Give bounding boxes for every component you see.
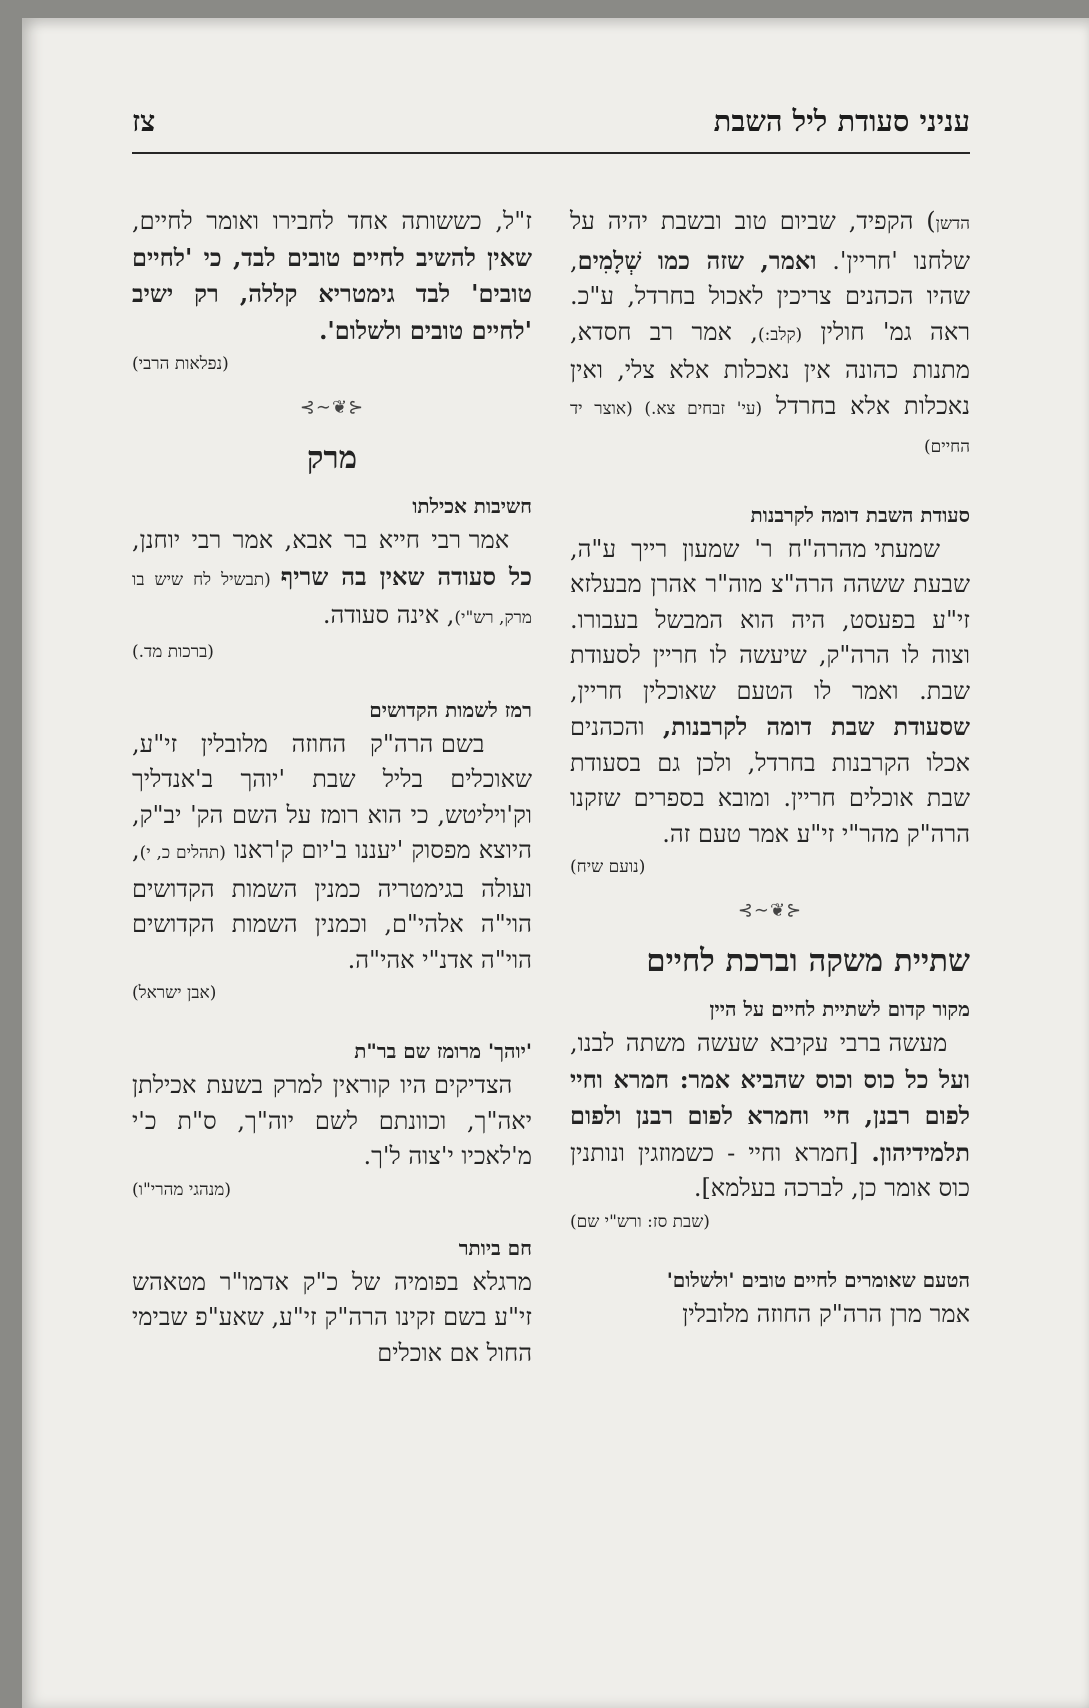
text-fragment: בשם הרה"ק החוזה מלובלין זי"ע, שאוכלים בליל שבת 'יוהך ב'אנדליך וק'ויליטש, כי הוא רומז על השם הק' יב"ק, היוצא מפסוק 'יעננו ב'יום ק'ראנו — [132, 729, 532, 864]
bold-text: ואמר, שזה כמו שְׁלָמִים — [577, 245, 817, 275]
paragraph — [570, 204, 970, 466]
ornament-divider: ⊰❦∽⊱ — [299, 397, 365, 418]
paragraph — [570, 532, 970, 853]
source-citation: (עי' זבחים צא.) (אוצר יד החיים) — [570, 398, 970, 457]
paragraph — [132, 204, 532, 349]
header-rule — [132, 152, 970, 154]
text-fragment: מעשה ברבי עקיבא שעשה משתה לבנו, — [570, 1029, 948, 1057]
citation: (תהלים כ, י) — [139, 843, 226, 863]
section-heading: חשיבות אכילתו — [412, 494, 532, 518]
text-fragment: הצדיקים היו קוראין למרק בשעת אכילתן יאה"ך, וכוונתם לשם יוה"ך, ס"ת כ'י מ'לאכיו י'צוה ל'ך. — [132, 1071, 532, 1170]
text-fragment: [חמרא וחיי - כשמוזגין ונותנין כוס אומר כן, לברכה בעלמא]. — [570, 1138, 970, 1202]
paragraph: אמר מרן הרה"ק החוזה מלובלין — [682, 1299, 970, 1328]
ornament-divider: ⊰❦∽⊱ — [737, 900, 803, 921]
text-fragment: , אמר רב חסדא, מתנות כהונה אין נאכלות אלא צלי, ואין נאכלות אלא בחרדל — [570, 317, 970, 420]
text-fragment: , אינה סעודה. — [322, 601, 455, 629]
bold-text: שסעודת שבת דומה לקרבנות, — [662, 712, 970, 741]
section-heading: 'יוהך' מרומז שם בר"ת — [354, 1039, 532, 1063]
bold-text: כל סעודה שאין בה שריף — [280, 561, 533, 591]
page-number: צז — [132, 104, 156, 138]
left-column — [132, 204, 532, 1694]
chapter-heading: שתיית משקה וברכת לחיים — [646, 943, 970, 979]
source-citation: (נועם שיח) — [570, 857, 646, 877]
paragraph: מרגלא בפומיה של כ"ק אדמו"ר מטאהש זי"ע בשם זקינו הרה"ק זי"ע, שאע"פ שבימי החול אם אוכלים — [132, 1267, 532, 1367]
source-citation: (ברכות מד.) — [132, 641, 214, 662]
text-fragment: , ועולה בגימטריה כמנין השמות הקדושים הוי"ה אלהי"ם, וכמנין השמות הקדושים הוי"ה אדנ"י אהי"ה. — [132, 836, 532, 974]
source-citation: (שבת סז: ורש"י שם) — [570, 1211, 710, 1232]
book-page — [22, 18, 1089, 1708]
text-fragment: ז"ל, כששותה אחד לחבירו ואומר לחיים, — [132, 207, 532, 235]
paragraph — [132, 523, 532, 637]
chapter-heading: מרק — [306, 440, 358, 476]
text-fragment: , שהיו הכהנים צריכין לאכול בחרדל, ע"כ. ראה גמ' חולין — [570, 246, 971, 346]
bold-text: ועל כל כוס וכוס שהביא אמר: חמרא וחיי לפום רבנן, חיי וחמרא לפום רבנן ולפום תלמידיהון. — [570, 1064, 970, 1167]
source-citation: (מנהגי מהרי"ו) — [132, 1179, 231, 1200]
right-column — [570, 204, 970, 1694]
paragraph — [132, 727, 532, 979]
citation: (קלב:) — [757, 324, 803, 345]
citation: (תבשיל לח שיש בו מרק, רש"י) — [132, 569, 532, 628]
text-fragment: שמעתי מהרה"ח ר' שמעון רייך ע"ה, שבעת ששהה הרה"צ מוה"ר אהרן מבעלזא זי"ע בפעסט, היה הוא המבשל בעבורו. וצוה לו הרה"ק, שיעשה לו חריין לסעודת שבת. ואמר לו הטעם שאוכלין חריין, — [570, 534, 970, 705]
section-heading: רמז לשמות הקדושים — [369, 697, 532, 722]
text-fragment: אמר רבי חייא בר אבא, אמר רבי יוחנן, — [132, 526, 510, 554]
section-heading: סעודת השבת דומה לקרבנות — [750, 502, 970, 527]
running-title: עניני סעודת ליל השבת — [713, 104, 970, 138]
section-heading: חם ביותר — [458, 1235, 532, 1260]
source-citation: (נפלאות הרבי) — [132, 354, 229, 374]
paragraph — [570, 1026, 970, 1207]
paragraph — [132, 1068, 532, 1175]
text-fragment: ) הקפיד, שביום טוב ובשבת יהיה על שלחנו 'חריין'. — [570, 207, 970, 275]
running-header — [132, 98, 970, 148]
bold-text: שאין להשיב לחיים טובים לבד, כי 'לחיים טובים' לבד גימטריא קללה, רק ישיב 'לחיים טובים ולשלום'. — [132, 242, 532, 345]
text-fragment: הדשן — [935, 214, 970, 234]
section-heading: מקור קדום לשתיית לחיים על היין — [709, 997, 970, 1021]
source-citation: (אבן ישראל) — [132, 983, 217, 1003]
text-fragment: והכהנים אכלו הקרבנות בחרדל, ולכן גם בסעודת שבת אוכלים חריין. ומובא בספרים שזקנו הרה"ק מהר"י זי"ע אמר טעם זה. — [570, 713, 970, 848]
section-heading: הטעם שאומרים לחיים טובים 'ולשלום' — [666, 1267, 970, 1292]
